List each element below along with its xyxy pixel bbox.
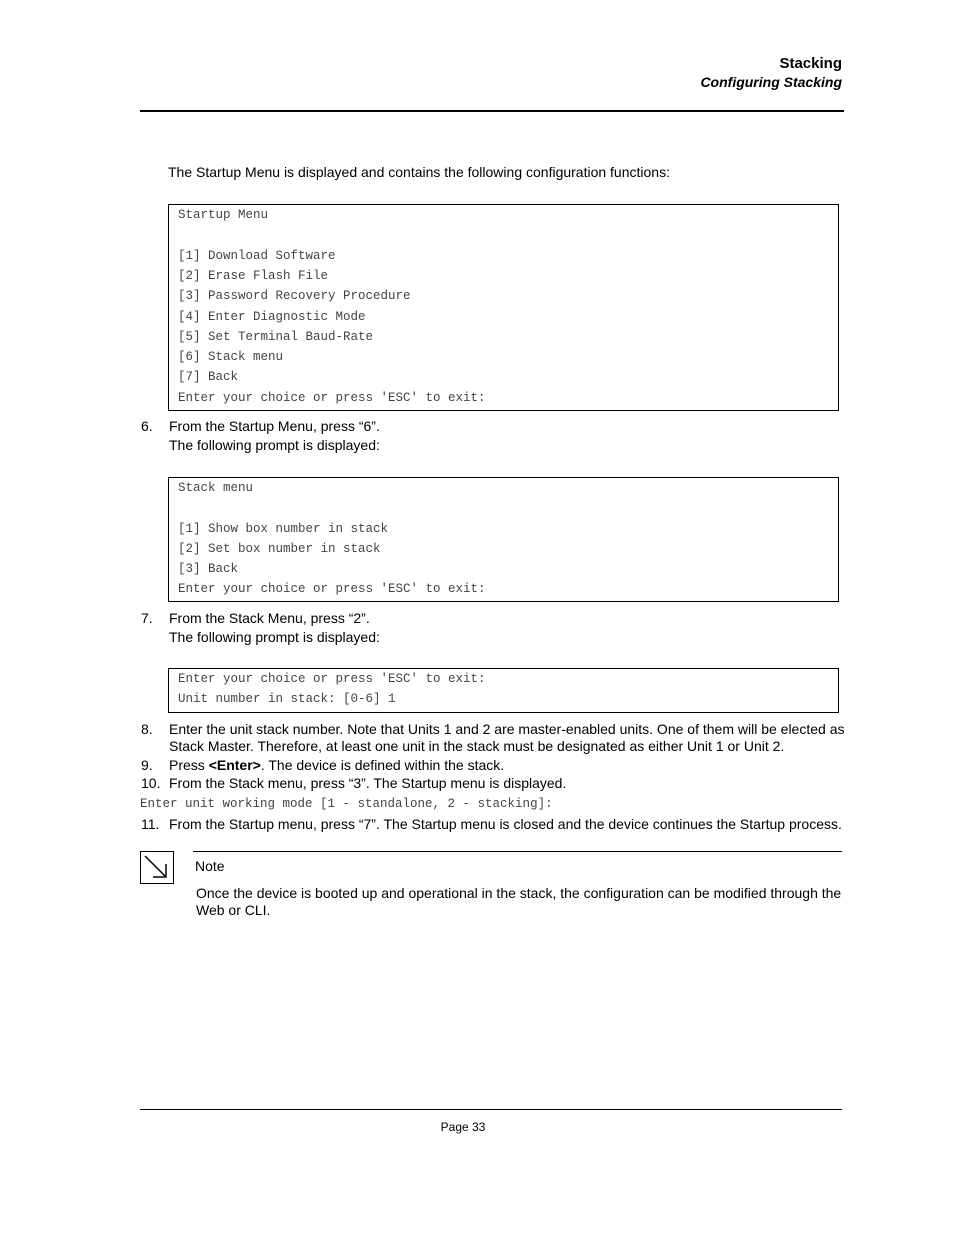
- code-line: [2] Erase Flash File: [178, 269, 329, 283]
- step-number: 10.: [141, 775, 161, 791]
- stack-menu-box: [168, 477, 839, 602]
- code-line: [1] Download Software: [178, 249, 336, 263]
- intro-paragraph: The Startup Menu is displayed and contains the following configuration functions:: [168, 164, 670, 180]
- note-text: Once the device is booted up and operational in the stack, the configuration can be modified through the Web or CLI.: [196, 885, 842, 918]
- note-rule: [193, 851, 842, 852]
- step-number: 11.: [141, 816, 160, 832]
- step-text: From the Startup Menu, press “6”.: [169, 418, 380, 434]
- step-text: [169, 757, 849, 774]
- note-label: Note: [195, 858, 225, 874]
- step-text: From the Stack Menu, press “2”.: [169, 610, 370, 626]
- step-text-pre: Press: [169, 757, 209, 773]
- code-line: [6] Stack menu: [178, 350, 284, 364]
- step-number: 6.: [141, 418, 153, 434]
- header-section-title: Configuring Stacking: [700, 74, 842, 90]
- code-line: Enter your choice or press 'ESC' to exit:: [178, 582, 486, 596]
- step-text: From the Stack menu, press “3”. The Startup menu is displayed.: [169, 775, 567, 791]
- code-line: Stack menu: [178, 481, 254, 495]
- startup-menu-box: [168, 204, 839, 411]
- step-number: 8.: [141, 721, 153, 737]
- step-number: 9.: [141, 757, 153, 773]
- step-text-post: . The device is defined within the stack.: [260, 757, 505, 773]
- unit-prompt-box: [168, 668, 839, 713]
- header-rule: [140, 110, 844, 112]
- mode-prompt: Enter unit working mode [1 - standalone, 2 - stacking]:: [140, 797, 553, 811]
- footer-rule: [140, 1109, 842, 1110]
- code-line: [5] Set Terminal Baud-Rate: [178, 330, 374, 344]
- enter-key-label: <Enter>: [208, 757, 261, 773]
- code-line: [1] Show box number in stack: [178, 522, 389, 536]
- header-chapter-title: Stacking: [779, 55, 842, 72]
- code-line: [2] Set box number in stack: [178, 542, 381, 556]
- step-text: Enter the unit stack number. Note that Units 1 and 2 are master-enabled units. One of them will be elected as Stack Master. Therefore, at least one unit in the stack must be designated as either Unit 1 or Unit 2.: [169, 721, 845, 754]
- code-line: Enter your choice or press 'ESC' to exit:: [178, 391, 486, 405]
- code-line: [3] Back: [178, 562, 239, 576]
- step-text: The following prompt is displayed:: [169, 629, 380, 645]
- code-line: Unit number in stack: [0-6] 1: [178, 692, 396, 706]
- step-text: From the Startup menu, press “7”. The Startup menu is closed and the device continues the Startup process.: [169, 816, 842, 832]
- code-line: Startup Menu: [178, 208, 269, 222]
- note-icon: [140, 851, 174, 884]
- step-number: 7.: [141, 610, 153, 626]
- code-line: [3] Password Recovery Procedure: [178, 289, 411, 303]
- code-line: Enter your choice or press 'ESC' to exit:: [178, 672, 486, 686]
- arrow-down-right-icon: [141, 852, 173, 883]
- step-text: The following prompt is displayed:: [169, 437, 380, 453]
- code-line: [7] Back: [178, 370, 239, 384]
- code-line: [4] Enter Diagnostic Mode: [178, 310, 366, 324]
- page-number: Page 33: [440, 1120, 486, 1134]
